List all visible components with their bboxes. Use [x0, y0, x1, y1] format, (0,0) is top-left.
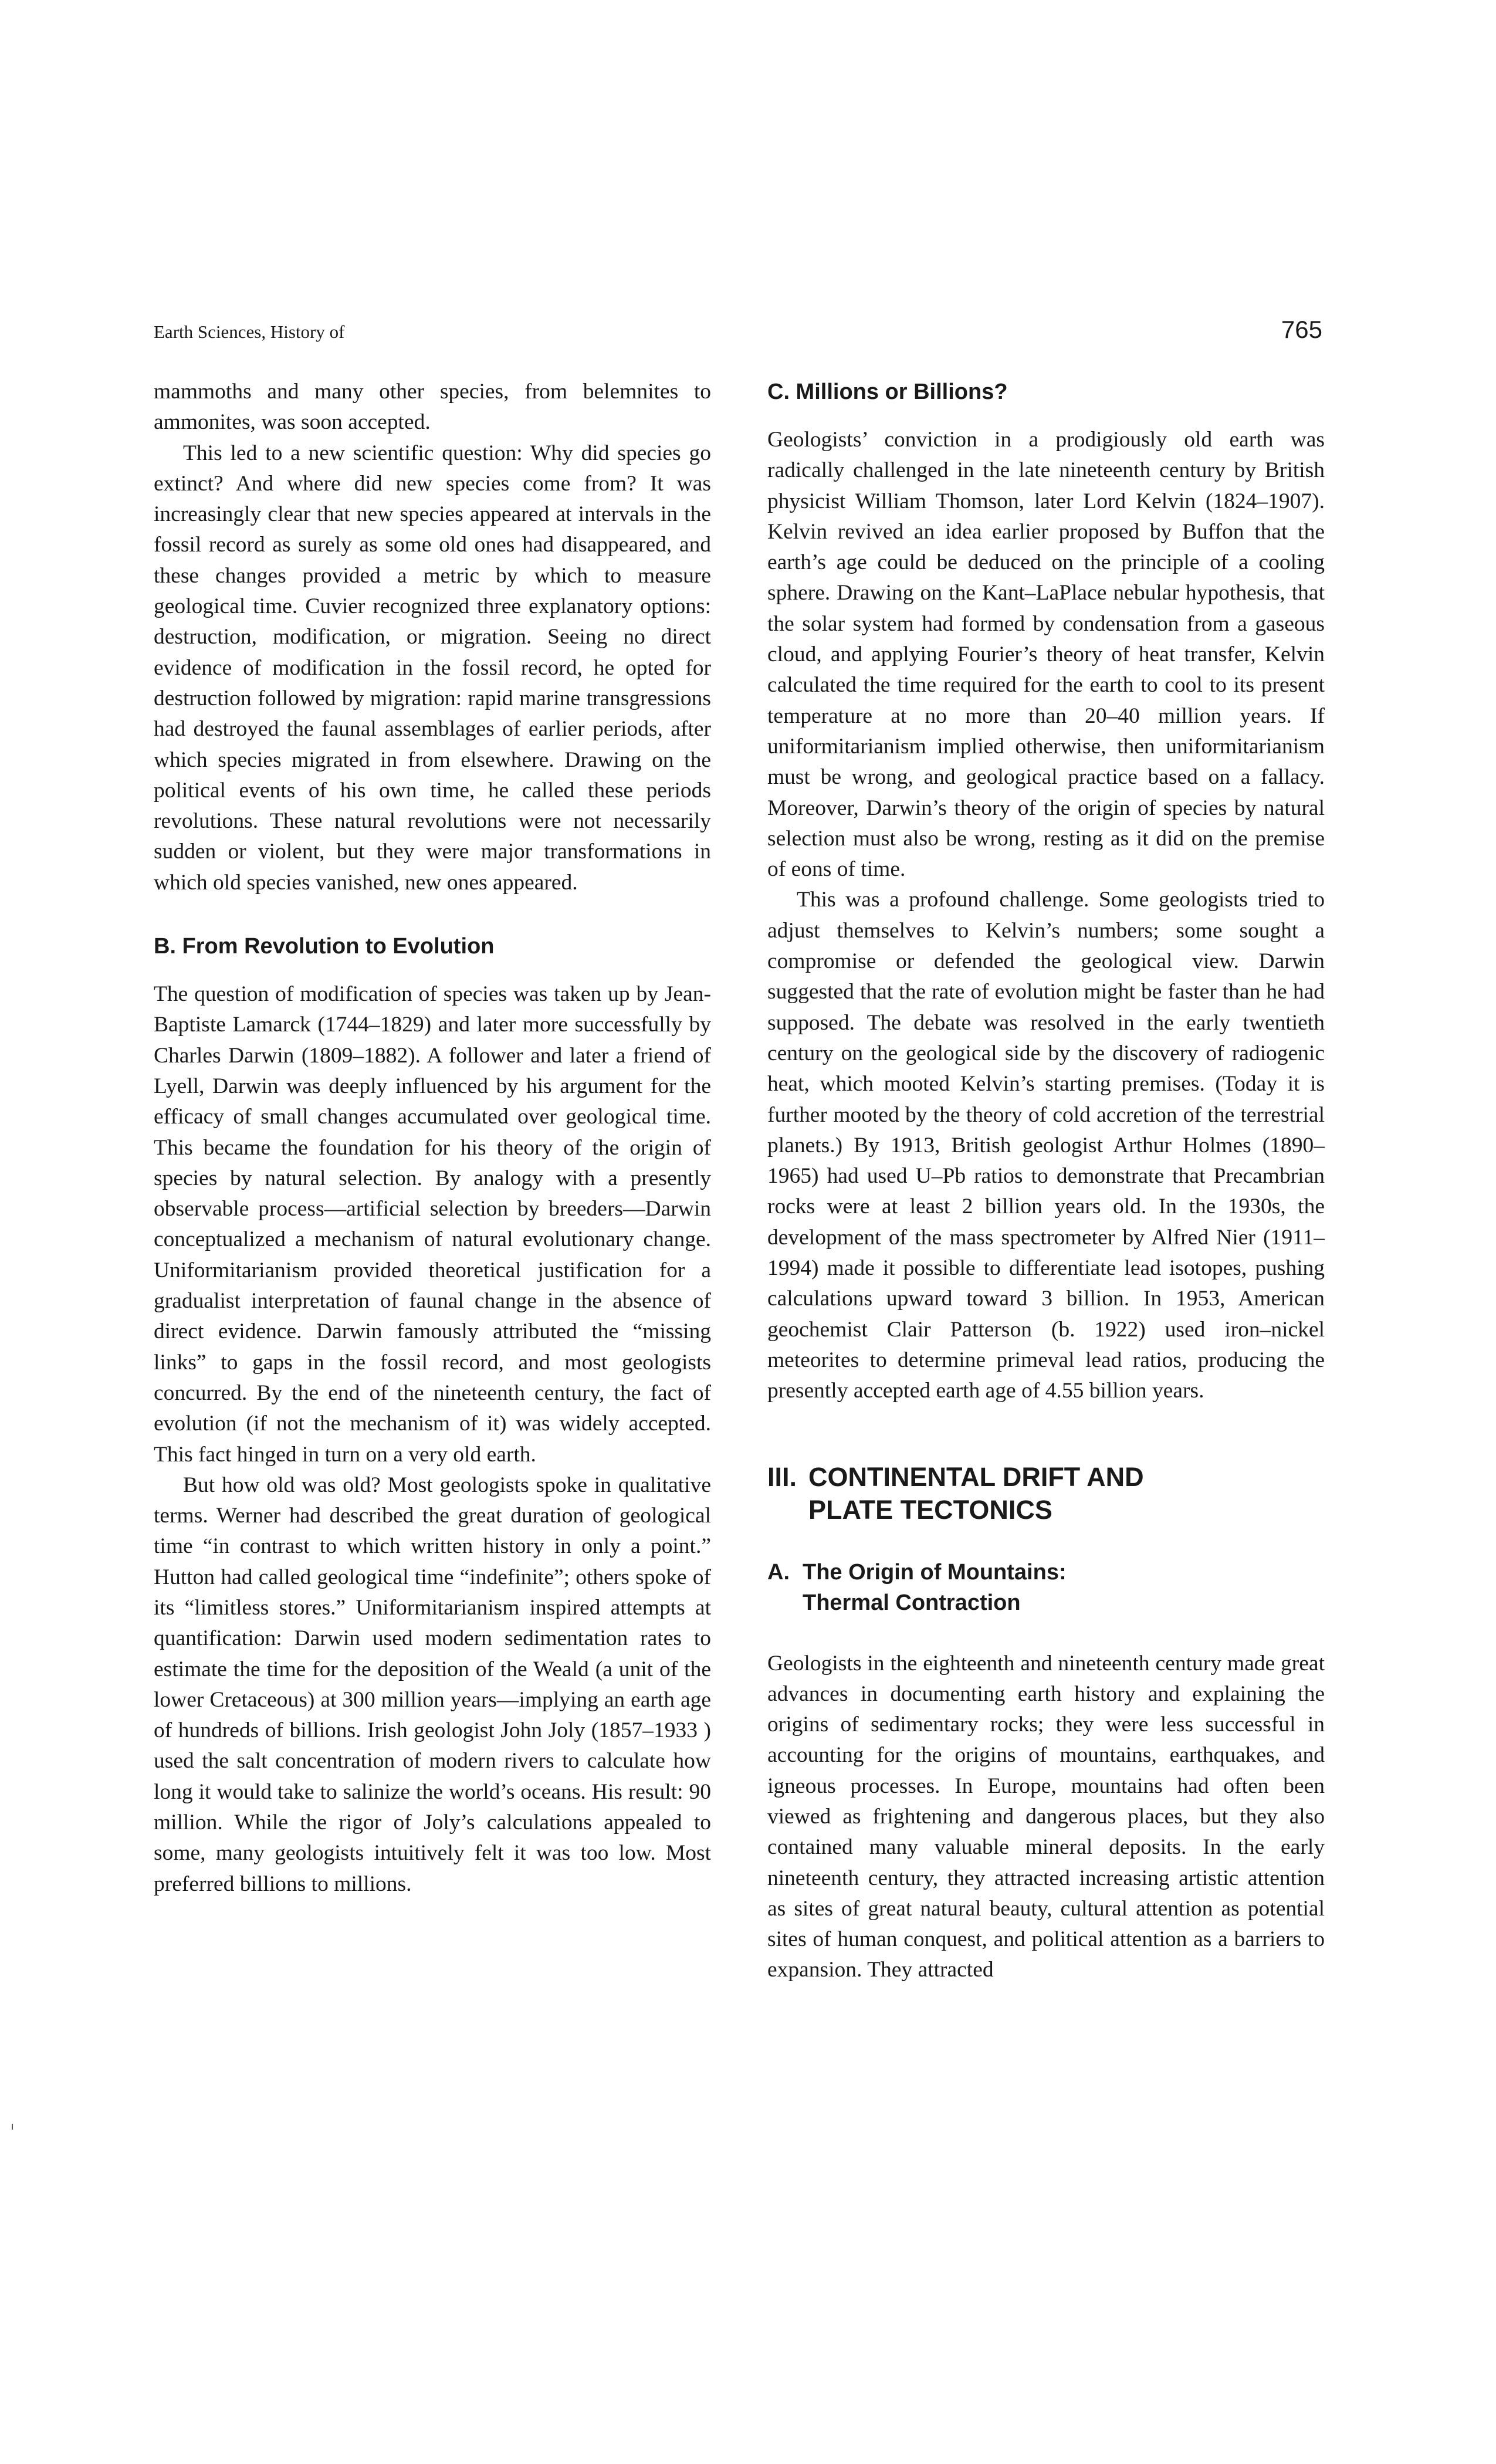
subsection-heading-a	[767, 1557, 1325, 1618]
paragraph: This led to a new scientific question: Why did species go extinct? And where did new species come from? It was increasingly clear that new species appeared at intervals in the fossil record as surely as some old ones had disappeared, and these changes provided a metric by which to measure geological time. Cuvier recognized three explanatory options: destruction, modification, or migration. Seeing no direct evidence of modification in the fossil record, he opted for destruction followed by migration: rapid marine transgressions had destroyed the faunal assemblages of earlier periods, after which species migrated in from elsewhere. Drawing on the political events of his own time, he called these periods revolutions. These natural revolutions were not necessarily sudden or violent, but they were major transformations in which old species vanished, new ones appeared.	[154, 441, 711, 895]
paragraph: But how old was old? Most geologists spoke in qualitative terms. Werner had described the great duration of geological time “in contrast to which written history in only a point.” Hutton had called geological time “indefinite”; others spoke of its “limitless stores.” Uniformitarianism inspired attempts at quantification: Darwin used modern sedimentation rates to estimate the time for the deposition of the Weald (a unit of the lower Cretaceous) at 300 million years—implying an earth age of hundreds of billions. Irish geologist John Joly (1857–1933 ) used the salt concentration of modern rivers to calculate how long it would take to salinize the world’s oceans. His result: 90 million. While the rigor of Joly’s calculations appealed to some, many geologists intuitively felt it was too low. Most preferred billions to millions.	[154, 1473, 711, 1896]
paragraph: This was a profound challenge. Some geologists tried to adjust themselves to Kelvin’s numbers; some sought a compromise or defended the geological view. Darwin suggested that the rate of evolution might be faster than he had supposed. The debate was resolved in the early twentieth century on the geological side by the discovery of radiogenic heat, which mooted Kelvin’s starting premises. (Today it is further mooted by the theory of cold accretion of the terrestrial planets.) By 1913, British geologist Arthur Holmes (1890–1965) had used U–Pb ratios to demonstrate that Precambrian rocks were at least 2 billion years old. In the 1930s, the development of the mass spectrometer by Alfred Nier (1911–1994) made it possible to differentiate lead isotopes, pushing calculations upward toward 3 billion. In 1953, American geochemist Clair Patterson (b. 1922) used iron–nickel meteorites to determine primeval lead ratios, producing the presently accepted earth age of 4.55 billion years.	[767, 888, 1325, 1403]
running-head: Earth Sciences, History of	[154, 321, 345, 342]
paragraph: Geologists’ conviction in a prodigiously old earth was radically challenged in the late nineteenth century by British physicist William Thomson, later Lord Kelvin (1824–1907). Kelvin revived an idea earlier proposed by Buffon that the earth’s age could be deduced on the principle of a cooling sphere. Drawing on the Kant–LaPlace nebular hypothesis, that the solar system had formed by condensation from a gaseous cloud, and applying Fourier’s theory of heat transfer, Kelvin calculated the time required for the earth to cool to its present temperature at no more than 20–40 million years. If uniformitarianism implied otherwise, then uniformitarianism must be wrong, and geological practice based on a fallacy. Moreover, Darwin’s theory of the origin of species by natural selection must also be wrong, resting as it did on the premise of eons of time.	[767, 428, 1325, 882]
margin-mark	[12, 2124, 13, 2130]
major-heading-iii	[767, 1461, 1325, 1527]
major-heading-text: CONTINENTAL DRIFT AND PLATE TECTONICS	[808, 1461, 1144, 1525]
left-column	[154, 377, 711, 1900]
section-heading-c: C. Millions or Billions?	[767, 380, 1008, 404]
paragraph: mammoths and many other species, from belemnites to ammonites, was soon accepted.	[154, 380, 711, 435]
right-column	[767, 377, 1325, 1986]
subsection-heading-text: The Origin of Mountains: Thermal Contraction	[803, 1559, 1067, 1615]
paragraph: The question of modification of species was taken up by Jean-Baptiste Lamarck (1744–1829) and later more successfully by Charles Darwin (1809–1882). A follower and later a friend of Lyell, Darwin was deeply influenced by his argument for the efficacy of small changes accumulated over geological time. This became the foundation for his theory of the origin of species by natural selection. By analogy with a presently observable process—artificial selection by breeders—Darwin conceptualized a mechanism of natural evolutionary change. Uniformitarianism provided theoretical justification for a gradualist interpretation of faunal change in the absence of direct evidence. Darwin famously attributed the “missing links” to gaps in the fossil record, and most geologists concurred. By the end of the nineteenth century, the fact of evolution (if not the mechanism of it) was widely accepted. This fact hinged in turn on a very old earth.	[154, 982, 711, 1467]
paragraph: Geologists in the eighteenth and nineteenth century made great advances in documenting earth history and explaining the origins of sedimentary rocks; they were less successful in accounting for the origins of mountains, earthquakes, and igneous processes. In Europe, mountains had often been viewed as frightening and dangerous places, but they also contained many valuable mineral deposits. In the early nineteenth century, they attracted increasing artistic attention as sites of great natural beauty, cultural attention as potential sites of human conquest, and political attention as a barriers to expansion. They attracted	[767, 1651, 1325, 1982]
section-heading-b: B. From Revolution to Evolution	[154, 934, 495, 959]
page-number: 765	[1281, 316, 1322, 343]
subsection-heading-number: A.	[767, 1559, 790, 1585]
major-heading-number: III.	[767, 1461, 797, 1492]
